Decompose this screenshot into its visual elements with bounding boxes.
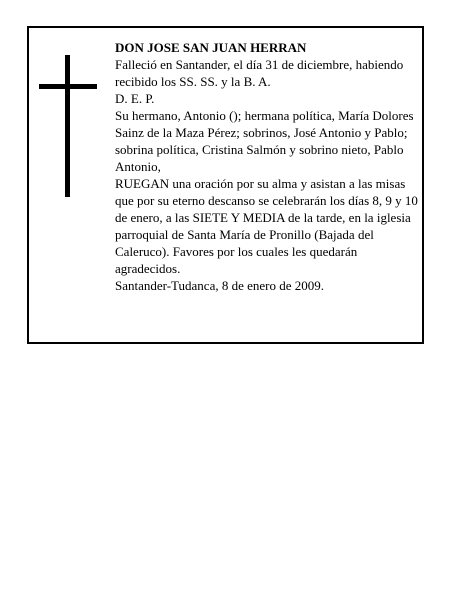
family-members: Su hermano, Antonio (); hermana política, María Dolores Sainz de la Maza Pérez; sobrinos, José Antonio y Pablo; sobrina política, Cristina Salmón y sobrino nieto, Pablo Antonio,	[115, 108, 414, 174]
obituary-notice	[27, 26, 424, 344]
notice-text	[115, 39, 423, 294]
deceased-name: DON JOSE SAN JUAN HERRAN	[115, 40, 307, 55]
mass-request: RUEGAN una oración por su alma y asistan a las misas que por su eterno descanso se celebrarán los días 8, 9 y 10 de enero, a las SIETE Y MEDIA de la tarde, en la iglesia parroquial de Santa María de Pronillo (Bajada del Caleruco). Favores por los cuales les quedarán agradecidos.	[115, 176, 418, 276]
rip-line: D. E. P.	[115, 91, 155, 106]
death-announcement: Falleció en Santander, el día 31 de diciembre, habiendo recibido los SS. SS. y la B. A.	[115, 57, 404, 89]
cross-vertical-bar	[65, 55, 70, 197]
cross-icon	[39, 55, 97, 197]
place-date: Santander-Tudanca, 8 de enero de 2009.	[115, 278, 325, 293]
cross-horizontal-bar	[39, 84, 97, 89]
